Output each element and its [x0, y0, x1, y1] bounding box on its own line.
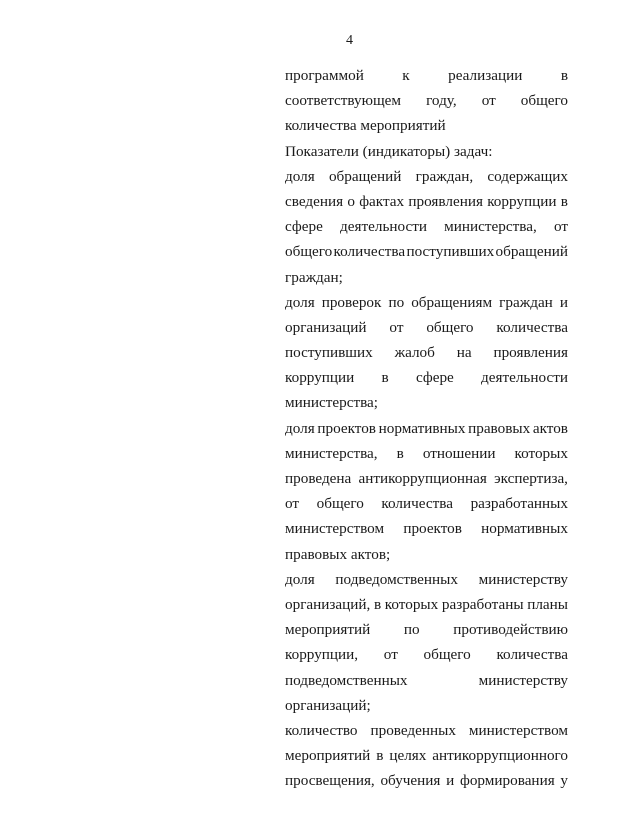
text-word: от — [285, 495, 300, 513]
text-line — [285, 290, 568, 315]
text-line — [285, 567, 568, 592]
text-word: министерству — [478, 671, 568, 689]
text-word: фактах — [359, 192, 405, 210]
text-line — [285, 315, 568, 340]
text-word: целях — [389, 747, 427, 765]
text-word: просвещения, — [285, 772, 375, 790]
text-word: обращений — [495, 243, 568, 261]
text-line — [285, 768, 568, 793]
text-word: жалоб — [394, 344, 435, 362]
text-line — [285, 189, 568, 214]
text-word: в — [381, 369, 389, 387]
text-line — [285, 340, 568, 365]
text-word: содержащих — [487, 167, 568, 185]
text-word: экспертиза, — [494, 470, 568, 487]
text-word: в — [373, 595, 382, 613]
text-word: нормативных — [481, 520, 568, 538]
text-word: доля — [285, 570, 315, 588]
text-word: в — [560, 192, 568, 210]
text-word: количества — [381, 495, 453, 513]
text-word: мероприятий — [285, 621, 371, 639]
text-line — [285, 542, 568, 567]
text-word: общего — [316, 495, 364, 513]
text-word: от — [553, 218, 568, 236]
text-word: доля — [285, 293, 315, 311]
text-word: отношении — [422, 444, 496, 462]
text-word: количества — [333, 243, 406, 261]
text-word: у — [560, 772, 568, 790]
text-word: министерства, — [444, 218, 537, 236]
text-line — [285, 693, 568, 718]
document-body — [285, 63, 568, 793]
text-word: министерством — [468, 721, 568, 739]
text-word: к — [402, 67, 410, 84]
page-number: 4 — [346, 33, 353, 48]
text-line — [285, 365, 568, 390]
text-word: сведения — [285, 192, 344, 210]
text-word: антикоррупционная — [358, 470, 487, 487]
text-word: количества мероприятий — [285, 117, 446, 135]
text-line — [285, 390, 568, 415]
text-word: министерства; — [285, 394, 379, 412]
text-line — [285, 642, 568, 667]
text-word: в — [376, 747, 384, 765]
text-word: граждан — [499, 293, 553, 311]
text-word: реализации — [448, 67, 523, 84]
text-line — [285, 743, 568, 768]
text-word: Показатели (индикаторы) задач: — [285, 142, 493, 160]
text-word: количества — [496, 646, 568, 664]
text-word: проведена — [285, 470, 352, 487]
text-word: проявления — [408, 192, 483, 210]
text-line — [285, 239, 568, 264]
text-word: сфере — [415, 369, 454, 387]
text-word: в — [396, 444, 404, 462]
text-word: по — [403, 621, 420, 639]
text-word: проверок — [321, 293, 382, 311]
text-word: антикоррупционного — [432, 747, 568, 765]
text-word: от — [389, 318, 404, 336]
text-line — [285, 592, 568, 617]
text-word: коррупции — [285, 369, 355, 387]
text-word: формирования — [460, 772, 555, 790]
text-word: проявления — [493, 344, 568, 362]
text-word: граждан; — [285, 268, 343, 286]
text-word: деятельности — [481, 369, 568, 387]
text-word: общего — [423, 646, 471, 664]
text-word: о — [347, 192, 355, 210]
text-word: правовых актов; — [285, 545, 391, 563]
text-line — [285, 718, 568, 743]
text-word: подведомственных — [285, 671, 408, 689]
text-word: актов — [532, 419, 568, 437]
text-word: количества — [496, 318, 568, 336]
text-word: и — [446, 772, 455, 790]
text-word: поступивших — [285, 344, 373, 362]
text-word: коррупции, — [285, 646, 359, 664]
text-word: количество — [285, 721, 358, 739]
text-word: общего — [426, 318, 474, 336]
text-line — [285, 88, 568, 113]
text-word: и — [559, 293, 568, 311]
text-word: в — [560, 67, 568, 84]
text-word: проектов — [317, 419, 376, 437]
text-word: которых — [514, 444, 568, 462]
text-word: мероприятий — [285, 747, 371, 765]
text-word: организаций — [285, 318, 367, 336]
text-word: обращений — [328, 167, 402, 185]
text-word: от — [481, 92, 496, 110]
text-word: проектов — [403, 520, 462, 538]
text-word: от — [383, 646, 398, 664]
text-word: году, — [426, 92, 457, 110]
text-word: противодействию — [453, 621, 568, 639]
text-line — [285, 617, 568, 642]
text-word: планы — [527, 595, 568, 613]
text-word: доля — [285, 419, 315, 437]
text-line — [285, 416, 568, 441]
text-word: министерства, — [285, 444, 378, 462]
text-line — [285, 214, 568, 239]
text-word: организаций; — [285, 696, 371, 714]
text-word: доля — [285, 167, 315, 185]
text-word: разработаны — [441, 595, 524, 613]
text-word: обращениям — [411, 293, 493, 311]
text-line — [285, 63, 568, 88]
text-word: министерству — [478, 570, 568, 588]
text-word: общего — [520, 92, 568, 110]
text-line — [285, 164, 568, 189]
text-line — [285, 466, 568, 491]
text-word: общего — [285, 243, 333, 261]
text-word: правовых — [468, 419, 531, 437]
text-word: граждан, — [415, 167, 474, 185]
text-word: на — [456, 344, 472, 362]
text-line — [285, 265, 568, 290]
text-word: организаций, — [285, 595, 371, 613]
text-word: обучения — [380, 772, 441, 790]
text-line — [285, 113, 568, 138]
text-word: соответствующем — [285, 92, 402, 110]
text-word: разработанных — [470, 495, 568, 513]
text-word: коррупции — [487, 192, 557, 210]
text-line — [285, 139, 568, 164]
text-word: программой — [285, 67, 364, 84]
text-line — [285, 668, 568, 693]
text-word: министерством — [285, 520, 385, 538]
text-line — [285, 516, 568, 541]
text-word: подведомственных — [335, 570, 458, 588]
text-word: деятельности — [340, 218, 427, 236]
text-word: которых — [384, 595, 439, 613]
text-word: по — [388, 293, 405, 311]
text-word: проведенных — [370, 721, 456, 739]
text-line — [285, 491, 568, 516]
text-word: поступивших — [406, 243, 495, 261]
text-line — [285, 441, 568, 466]
text-word: сфере — [285, 218, 323, 236]
text-word: нормативных — [378, 419, 466, 437]
